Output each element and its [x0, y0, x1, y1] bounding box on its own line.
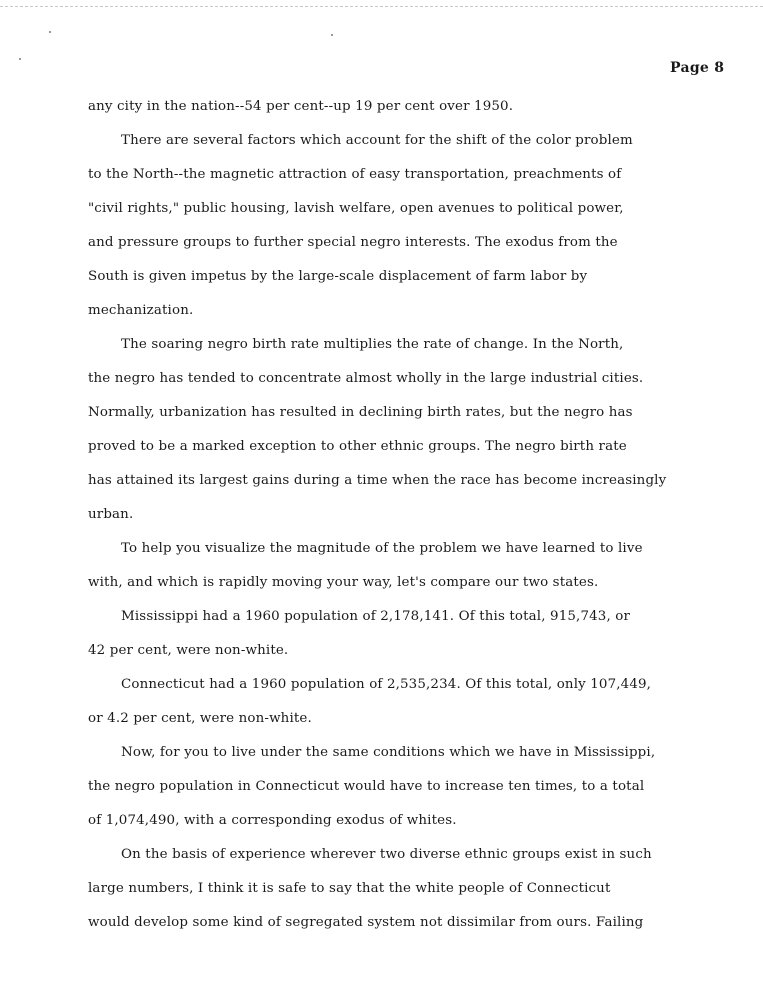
text-line: Connecticut had a 1960 population of 2,535,234. Of this total, only 107,449,: [121, 677, 652, 692]
paragraph: [88, 328, 728, 532]
scan-speck: [49, 31, 51, 33]
text-line: the negro population in Connecticut would have to increase ten times, to a total: [88, 779, 645, 794]
paragraph: [88, 90, 728, 124]
text-line: To help you visualize the magnitude of the problem we have learned to live: [121, 541, 643, 556]
text-line: Now, for you to live under the same conditions which we have in Mississippi,: [121, 745, 656, 760]
text-line: or 4.2 per cent, were non-white.: [88, 711, 312, 726]
text-line: 42 per cent, were non-white.: [88, 643, 289, 658]
text-line: any city in the nation--54 per cent--up 19 per cent over 1950.: [88, 99, 514, 114]
text-line: proved to be a marked exception to other ethnic groups. The negro birth rate: [88, 439, 627, 454]
text-line: with, and which is rapidly moving your way, let's compare our two states.: [88, 575, 599, 590]
text-line: large numbers, I think it is safe to say that the white people of Connecticut: [88, 881, 611, 896]
text-line: of 1,074,490, with a corresponding exodus of whites.: [88, 813, 457, 828]
text-line: Mississippi had a 1960 population of 2,178,141. Of this total, 915,743, or: [121, 609, 631, 624]
text-line: On the basis of experience wherever two diverse ethnic groups exist in such: [121, 847, 652, 862]
text-line: mechanization.: [88, 303, 194, 318]
text-line: South is given impetus by the large-scale displacement of farm labor by: [88, 269, 588, 284]
text-line: the negro has tended to concentrate almost wholly in the large industrial cities.: [88, 371, 644, 386]
paragraph: [88, 838, 728, 940]
paragraph: [88, 668, 728, 736]
paragraph: [88, 736, 728, 838]
text-line: There are several factors which account for the shift of the color problem: [121, 133, 633, 148]
text-line: "civil rights," public housing, lavish welfare, open avenues to political power,: [88, 201, 624, 216]
text-line: Normally, urbanization has resulted in declining birth rates, but the negro has: [88, 405, 633, 420]
text-line: urban.: [88, 507, 134, 522]
paragraph: [88, 532, 728, 600]
scan-top-edge: [0, 6, 763, 7]
scan-speck: [331, 34, 333, 36]
page-number: Page 8: [670, 60, 725, 76]
text-line: would develop some kind of segregated system not dissimilar from ours. Failing: [88, 915, 644, 930]
text-line: has attained its largest gains during a time when the race has become increasingly: [88, 473, 667, 488]
scan-speck: [19, 58, 21, 60]
text-line: The soaring negro birth rate multiplies the rate of change. In the North,: [121, 337, 624, 352]
paragraph: [88, 600, 728, 668]
paragraph: [88, 124, 728, 328]
text-line: to the North--the magnetic attraction of easy transportation, preachments of: [88, 167, 622, 182]
body-text: [88, 90, 728, 940]
text-line: and pressure groups to further special negro interests. The exodus from the: [88, 235, 618, 250]
